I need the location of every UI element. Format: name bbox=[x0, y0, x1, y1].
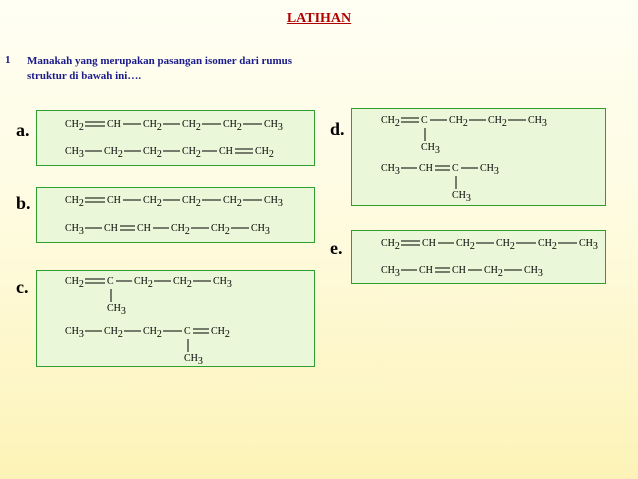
atom-group: CH2 bbox=[488, 115, 507, 129]
atom-group: CH2 bbox=[223, 119, 242, 133]
atom-group: C bbox=[184, 326, 191, 337]
atom-group: CH2 bbox=[255, 146, 274, 160]
atom-group: CH3 bbox=[524, 265, 543, 279]
option-a-box[interactable] bbox=[36, 110, 315, 166]
atom-group: CH3 bbox=[65, 326, 84, 340]
atom-group: CH bbox=[452, 265, 466, 276]
atom-group: CH3 bbox=[264, 119, 283, 133]
atom-group: CH3 bbox=[381, 265, 400, 279]
atom-group: CH2 bbox=[143, 119, 162, 133]
option-e-structure bbox=[352, 231, 605, 283]
atom-group: CH bbox=[422, 238, 436, 249]
atom-group: CH2 bbox=[484, 265, 503, 279]
option-b-box[interactable] bbox=[36, 187, 315, 243]
atom-group: CH3 bbox=[264, 195, 283, 209]
atom-group: CH2 bbox=[143, 146, 162, 160]
option-d-label: d. bbox=[330, 119, 345, 139]
atom-group: CH2 bbox=[182, 146, 201, 160]
atom-group: CH2 bbox=[104, 326, 123, 340]
atom-group: CH2 bbox=[456, 238, 475, 252]
atom-group: CH3 bbox=[251, 223, 270, 237]
atom-group: CH bbox=[419, 265, 433, 276]
atom-group: CH2 bbox=[223, 195, 242, 209]
atom-group: CH bbox=[419, 163, 433, 174]
atom-group: C bbox=[452, 163, 459, 174]
branch-group: CH3 bbox=[452, 190, 471, 204]
atom-group: CH bbox=[107, 119, 121, 130]
option-d-structure bbox=[352, 109, 605, 205]
atom-group: CH2 bbox=[381, 115, 400, 129]
option-e-label: e. bbox=[330, 238, 343, 258]
atom-group: C bbox=[421, 115, 428, 126]
atom-group: CH3 bbox=[65, 223, 84, 237]
atom-group: C bbox=[107, 276, 114, 287]
page-title: LATIHAN bbox=[286, 11, 352, 26]
atom-group: CH2 bbox=[211, 326, 230, 340]
atom-group: CH2 bbox=[143, 195, 162, 209]
option-e-box[interactable] bbox=[351, 230, 606, 284]
option-c-structure bbox=[37, 271, 314, 366]
option-a-structure bbox=[37, 111, 314, 165]
atom-group: CH2 bbox=[65, 119, 84, 133]
atom-group: CH2 bbox=[449, 115, 468, 129]
option-d-box[interactable] bbox=[351, 108, 606, 206]
atom-group: CH2 bbox=[65, 195, 84, 209]
atom-group: CH2 bbox=[538, 238, 557, 252]
option-c-label: c. bbox=[16, 277, 29, 297]
atom-group: CH2 bbox=[211, 223, 230, 237]
branch-group: CH3 bbox=[107, 303, 126, 317]
question-number: 1 bbox=[5, 54, 11, 66]
atom-group: CH2 bbox=[182, 195, 201, 209]
atom-group: CH3 bbox=[480, 163, 499, 177]
atom-group: CH bbox=[137, 223, 151, 234]
atom-group: CH bbox=[107, 195, 121, 206]
branch-group: CH3 bbox=[421, 142, 440, 156]
atom-group: CH3 bbox=[213, 276, 232, 290]
option-b-label: b. bbox=[16, 193, 31, 213]
atom-group: CH bbox=[104, 223, 118, 234]
atom-group: CH2 bbox=[143, 326, 162, 340]
option-a-label: a. bbox=[16, 120, 30, 140]
option-c-box[interactable] bbox=[36, 270, 315, 367]
atom-group: CH2 bbox=[182, 119, 201, 133]
atom-group: CH2 bbox=[173, 276, 192, 290]
option-b-structure bbox=[37, 188, 314, 242]
atom-group: CH2 bbox=[496, 238, 515, 252]
atom-group: CH3 bbox=[65, 146, 84, 160]
atom-group: CH2 bbox=[104, 146, 123, 160]
atom-group: CH2 bbox=[134, 276, 153, 290]
atom-group: CH3 bbox=[381, 163, 400, 177]
atom-group: CH bbox=[219, 146, 233, 157]
branch-group: CH3 bbox=[184, 353, 203, 367]
atom-group: CH2 bbox=[171, 223, 190, 237]
atom-group: CH3 bbox=[579, 238, 598, 252]
question-text: Manakah yang merupakan pasangan isomer dari rumus struktur di bawah ini…. bbox=[27, 55, 293, 82]
atom-group: CH2 bbox=[65, 276, 84, 290]
atom-group: CH2 bbox=[381, 238, 400, 252]
atom-group: CH3 bbox=[528, 115, 547, 129]
